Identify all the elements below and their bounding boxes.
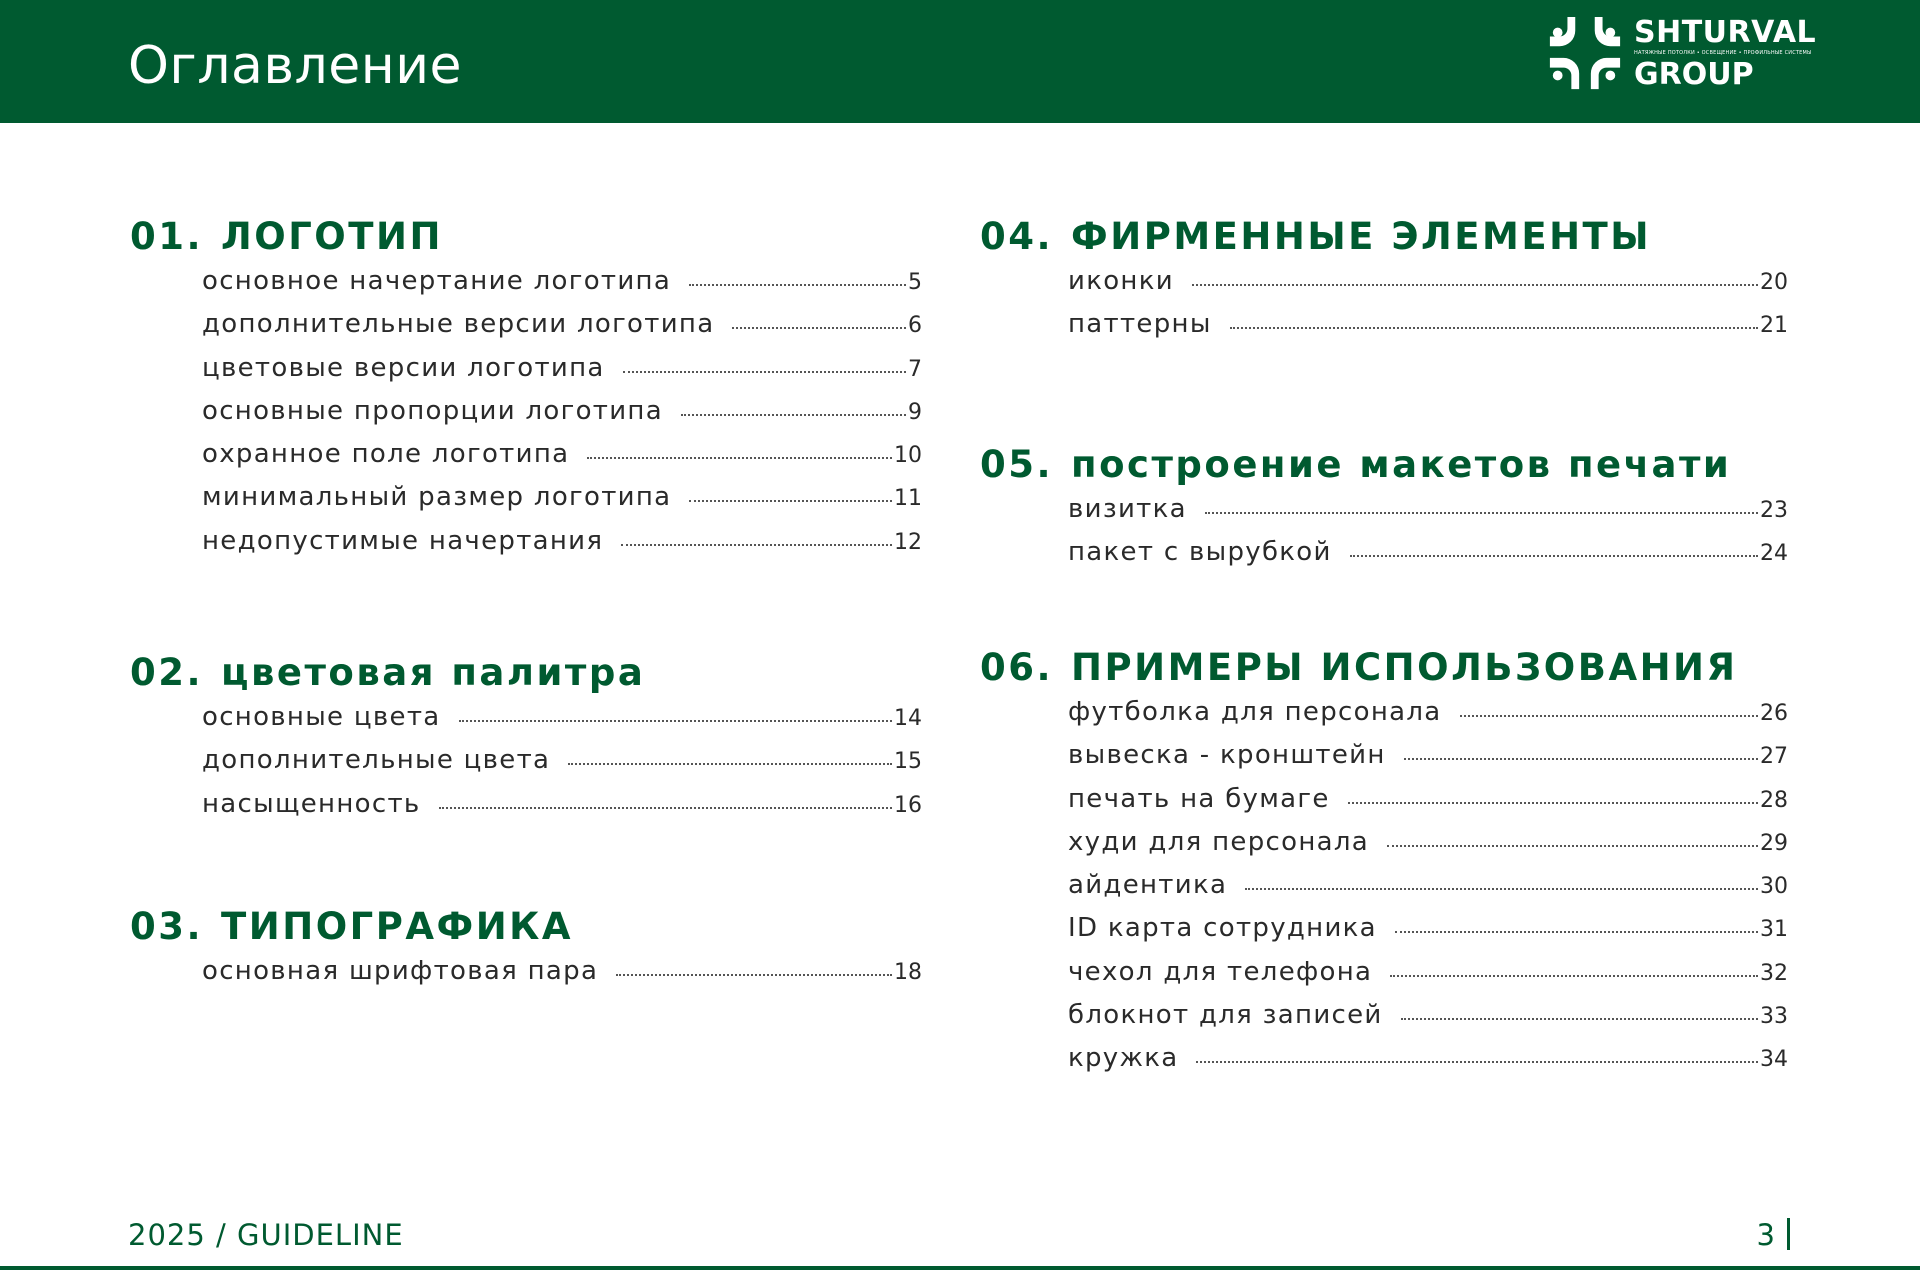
toc-entry[interactable]: [202, 482, 922, 525]
toc-entry-page: 11: [894, 486, 922, 512]
toc-entry-label: паттерны: [1068, 309, 1212, 340]
toc-entry[interactable]: [1068, 537, 1788, 580]
toc-section-05: [980, 440, 1788, 581]
toc-entry[interactable]: [1068, 913, 1788, 956]
dot-leader: [689, 284, 906, 286]
dot-leader: [681, 414, 906, 416]
toc-entry-label: дополнительные версии логотипа: [202, 309, 715, 340]
section-number: 02.: [130, 651, 204, 694]
section-heading[interactable]: [130, 648, 922, 698]
toc-entry-label: основная шрифтовая пара: [202, 956, 599, 986]
section-heading[interactable]: [980, 212, 1788, 262]
toc-entry-label: недопустимые начертания: [202, 525, 604, 556]
toc-entry[interactable]: [202, 702, 922, 745]
dot-leader: [1390, 975, 1758, 977]
dot-leader: [1192, 284, 1758, 286]
toc-entry-page: 24: [1760, 541, 1788, 567]
toc-entry-label: печать на бумаге: [1068, 783, 1330, 814]
page-title: Оглавление: [128, 36, 463, 96]
toc-entry[interactable]: [202, 789, 922, 832]
toc-entry-page: 10: [894, 443, 922, 469]
toc-entry-page: 16: [894, 792, 922, 818]
toc-entry-page: 30: [1760, 874, 1788, 900]
toc-entry-page: 9: [908, 399, 922, 425]
toc-entry[interactable]: [1068, 827, 1788, 870]
dot-leader: [1205, 512, 1758, 514]
toc-entry[interactable]: [202, 353, 922, 396]
toc-entry-page: 21: [1760, 313, 1788, 339]
section-title: ТИПОГРАФИКА: [221, 905, 574, 948]
dot-leader: [1348, 802, 1758, 804]
toc-entry[interactable]: [1068, 1043, 1788, 1086]
page-number: [1757, 1218, 1790, 1252]
section-title: построение макетов печати: [1071, 443, 1732, 486]
toc-entry-label: минимальный размер логотипа: [202, 482, 672, 513]
section-heading[interactable]: [130, 212, 922, 262]
section-items: [1068, 494, 1788, 581]
toc-entry-label: основные пропорции логотипа: [202, 395, 663, 426]
toc-entry-page: 34: [1760, 1047, 1788, 1073]
toc-entry[interactable]: [1068, 266, 1788, 309]
brand-logo: [1546, 14, 1816, 94]
toc-entry[interactable]: [202, 526, 922, 569]
section-items: [1068, 697, 1788, 1087]
toc-entry-label: дополнительные цвета: [202, 745, 551, 776]
section-number: 06.: [980, 646, 1054, 689]
section-number: 05.: [980, 443, 1054, 486]
dot-leader: [1404, 758, 1758, 760]
toc-entry[interactable]: [202, 266, 922, 309]
toc-section-03: [130, 902, 922, 999]
toc-entry-page: 14: [894, 706, 922, 731]
toc-entry-label: вывеска - кронштейн: [1068, 740, 1386, 771]
logo-wordmark: [1634, 15, 1817, 92]
section-heading[interactable]: [980, 643, 1788, 693]
toc-section-06: [980, 643, 1788, 1087]
toc-entry-page: 33: [1760, 1004, 1788, 1030]
section-title: ФИРМЕННЫЕ ЭЛЕМЕНТЫ: [1071, 215, 1652, 258]
toc-entry-page: 12: [894, 529, 922, 555]
toc-entry[interactable]: [202, 396, 922, 439]
section-title: ПРИМЕРЫ ИСПОЛЬЗОВАНИЯ: [1071, 646, 1738, 689]
header-band: [0, 0, 1920, 123]
dot-leader: [1460, 715, 1758, 717]
section-heading[interactable]: [130, 902, 922, 952]
toc-entry-label: худи для персонала: [1068, 826, 1369, 857]
dot-leader: [1401, 1018, 1758, 1020]
toc-entry[interactable]: [1068, 309, 1788, 352]
toc-entry[interactable]: [202, 439, 922, 482]
section-title: цветовая палитра: [221, 651, 646, 694]
toc-entry[interactable]: [202, 745, 922, 788]
toc-entry-label: основные цвета: [202, 702, 441, 732]
toc-entry[interactable]: [1068, 784, 1788, 827]
footer-rule: [0, 1266, 1920, 1270]
dot-leader: [568, 763, 892, 765]
toc-entry[interactable]: [202, 309, 922, 352]
toc-entry-label: кружка: [1068, 1043, 1179, 1074]
dot-leader: [1387, 845, 1758, 847]
toc-entry-page: 26: [1760, 701, 1788, 726]
dot-leader: [459, 720, 892, 722]
dot-leader: [616, 974, 892, 976]
dot-leader: [1350, 555, 1758, 557]
toc-entry-page: 32: [1760, 960, 1788, 986]
toc-section-04: [980, 212, 1788, 353]
toc-entry-label: визитка: [1068, 494, 1187, 524]
toc-entry-page: 31: [1760, 917, 1788, 943]
dot-leader: [621, 544, 892, 546]
toc-entry-page: 7: [908, 356, 922, 382]
dot-leader: [1230, 327, 1758, 329]
logo-line-2: GROUP: [1634, 57, 1754, 92]
toc-entry-page: 5: [908, 270, 922, 295]
page-number-divider: [1787, 1218, 1790, 1250]
dot-leader: [732, 327, 906, 329]
page-number-value: 3: [1756, 1218, 1775, 1252]
toc-entry[interactable]: [1068, 957, 1788, 1000]
toc-entry[interactable]: [202, 956, 922, 999]
toc-entry[interactable]: [1068, 1000, 1788, 1043]
section-items: [202, 266, 922, 569]
logo-line-1: SHTURVAL: [1634, 15, 1817, 50]
section-number: 03.: [130, 905, 204, 948]
toc-entry-label: насыщенность: [202, 788, 421, 819]
section-items: [202, 702, 922, 832]
section-heading[interactable]: [980, 440, 1788, 490]
toc-entry-label: основное начертание логотипа: [202, 266, 672, 296]
dot-leader: [439, 807, 892, 809]
toc-entry[interactable]: [1068, 494, 1788, 537]
dot-leader: [623, 371, 906, 373]
shturval-emblem-icon: [1546, 15, 1624, 93]
dot-leader: [1395, 931, 1758, 933]
toc-entry-label: блокнот для записей: [1068, 1000, 1383, 1031]
dot-leader: [689, 500, 892, 502]
toc-entry-page: 27: [1760, 744, 1788, 770]
toc-entry-page: 6: [908, 313, 922, 339]
toc-entry-label: футболка для персонала: [1068, 697, 1442, 727]
toc-entry[interactable]: [1068, 740, 1788, 783]
dot-leader: [587, 457, 892, 459]
toc-entry-page: 29: [1760, 830, 1788, 856]
toc-entry-label: айдентика: [1068, 870, 1228, 901]
section-title: ЛОГОТИП: [221, 215, 443, 258]
toc-entry-page: 15: [894, 749, 922, 775]
toc-entry-label: ID карта сотрудника: [1068, 913, 1377, 944]
toc-entry-label: пакет с вырубкой: [1068, 537, 1332, 568]
logo-tagline: НАТЯЖНЫЕ ПОТОЛКИ • ОСВЕЩЕНИЕ • ПРОФИЛЬНЫЕ СИСТЕМЫ: [1634, 50, 1812, 56]
toc-entry[interactable]: [1068, 870, 1788, 913]
toc-entry-label: чехол для телефона: [1068, 956, 1373, 987]
section-number: 04.: [980, 215, 1054, 258]
section-items: [202, 956, 922, 999]
toc-entry-page: 18: [894, 960, 922, 985]
toc-entry-label: цветовые версии логотипа: [202, 352, 605, 383]
toc-entry-page: 20: [1760, 270, 1788, 295]
toc-entry-page: 23: [1760, 498, 1788, 523]
toc-entry-page: 28: [1760, 787, 1788, 813]
toc-section-02: [130, 648, 922, 832]
section-number: 01.: [130, 215, 204, 258]
section-items: [1068, 266, 1788, 353]
dot-leader: [1196, 1061, 1758, 1063]
toc-entry-label: иконки: [1068, 266, 1174, 296]
toc-section-01: [130, 212, 922, 569]
toc-entry[interactable]: [1068, 697, 1788, 740]
footer-label: 2025 / GUIDELINE: [128, 1218, 404, 1252]
toc-entry-label: охранное поле логотипа: [202, 439, 570, 470]
dot-leader: [1245, 888, 1758, 890]
